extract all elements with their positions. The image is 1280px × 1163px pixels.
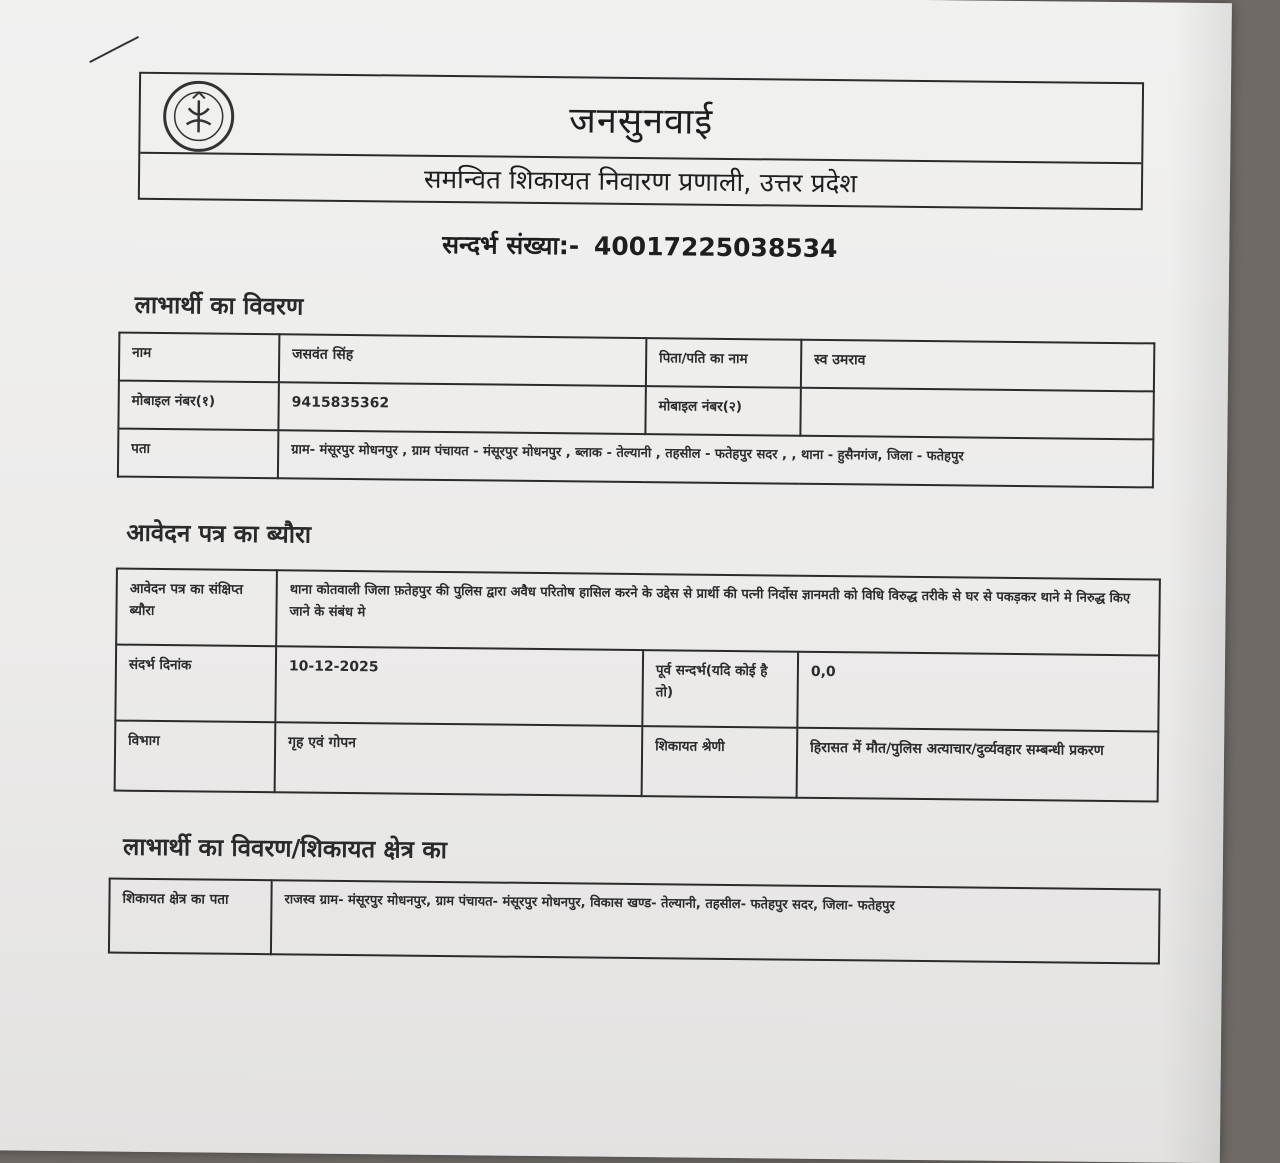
address-value: ग्राम- मंसूरपुर मोधनपुर , ग्राम पंचायत - मंसूरपुर मोधनपुर , ब्लाक - तेल्यानी , तहसील - फतेहपुर सदर , , थाना - हुसैनगंज, जिला - फतेहपुर [278,430,1153,487]
pen-mark [89,36,139,63]
reference-number-line [137,224,1142,269]
portal-header-box [138,72,1144,211]
previous-reference-label: पूर्व सन्दर्भ(यदि कोई है तो) [642,650,798,728]
name-label: नाम [119,333,279,383]
application-section-title: आवेदन पत्र का ब्यौरा [126,518,312,549]
table-row [116,569,1160,656]
summary-value: थाना कोतवाली जिला फ़तेहपुर की पुलिस द्वारा अवैध परितोष हासिल करने के उद्देस से प्रार्थी की पत्नी निर्दोस ज्ञानमती को विधि विरुद्ध तरीके से घर से पकड़कर थाने मे निरुद्ध किए जाने के संबंध मे [276,570,1160,655]
mobile1-label: मोबाइल नंबर(१) [118,381,278,431]
portal-subtitle: समन्वित शिकायत निवारण प्रणाली, उत्तर प्रदेश [423,164,858,200]
summary-label: आवेदन पत्र का संक्षिप्त ब्यौरा [116,569,277,647]
address-label: पता [118,429,278,479]
father-name-value: स्व उमराव [801,340,1154,392]
complaint-category-label: शिकायत श्रेणी [642,726,798,798]
application-table [114,568,1161,803]
previous-reference-value: 0,0 [797,652,1159,732]
table-row [118,429,1153,488]
reference-label: सन्दर्भ संख्या:- [442,229,580,261]
beneficiary-section-title: लाभार्थी का विवरण [134,290,304,321]
complaint-area-section-title: लाभार्थी का विवरण/शिकायत क्षेत्र का [122,832,448,865]
father-name-label: पिता/पति का नाम [646,338,801,388]
complaint-category-value: हिरासत में मौत/पुलिस अत्याचार/दुर्व्यवहार सम्बन्धी प्रकरण [797,728,1159,802]
table-row [115,721,1159,802]
reference-number: 40017225038534 [593,231,838,264]
complaint-area-table [108,878,1161,965]
reference-date-value: 10-12-2025 [275,646,643,726]
mobile1-value: 9415835362 [278,382,645,434]
mobile2-value [800,388,1153,440]
reference-date-label: संदर्भ दिनांक [115,645,276,723]
header-top-row [140,74,1142,164]
table-row [115,645,1159,732]
mobile2-label: मोबाइल नंबर(२) [645,386,800,436]
name-value: जसवंत सिंह [279,334,646,386]
department-label: विभाग [115,721,276,793]
portal-title: जनसुनवाई [568,100,714,143]
table-row [109,879,1160,964]
department-value: गृह एवं गोपन [275,722,643,796]
paper-edge-shadow [1160,3,1232,1163]
beneficiary-table [117,332,1155,489]
complaint-area-address-value: राजस्व ग्राम- मंसूरपुर मोधनपुर, ग्राम पंचायत- मंसूरपुर मोधनपुर, विकास खण्ड- तेल्यानी, तहसील- फतेहपुर सदर, जिला- फतेहपुर [271,880,1160,963]
complaint-area-address-label: शिकायत क्षेत्र का पता [109,879,272,955]
